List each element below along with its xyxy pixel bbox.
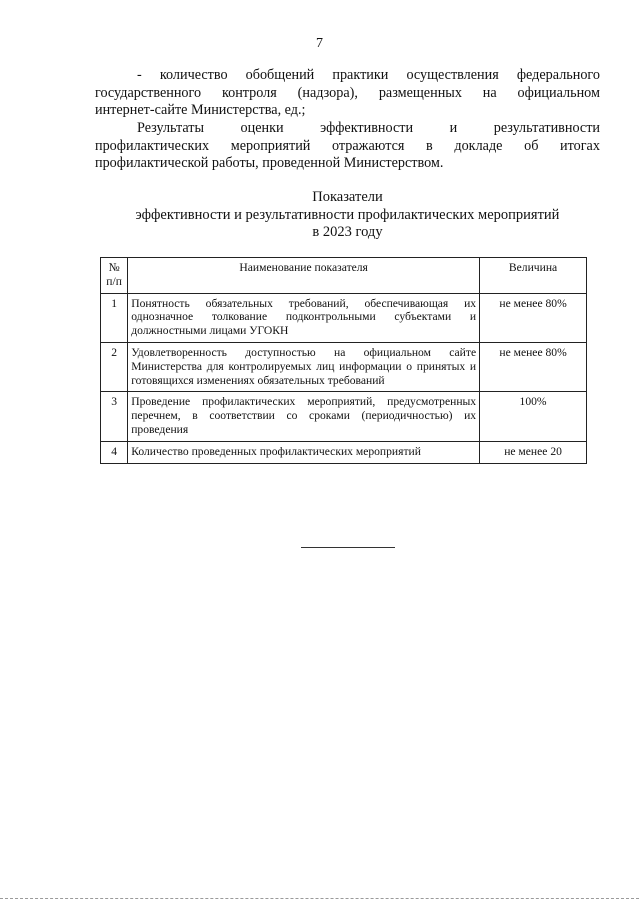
paragraph-line bbox=[95, 120, 600, 138]
word: результативности bbox=[493, 120, 600, 136]
word: и bbox=[449, 120, 458, 136]
word: количество bbox=[159, 67, 228, 83]
word: государственного bbox=[95, 84, 202, 101]
word: (надзора), bbox=[297, 84, 358, 101]
word: оценки bbox=[240, 120, 284, 136]
word: эффективности bbox=[320, 120, 414, 136]
word: в bbox=[426, 137, 433, 154]
section-heading bbox=[95, 189, 600, 242]
row-number: 3 bbox=[101, 392, 128, 441]
header-indicator-name: Наименование показателя bbox=[128, 258, 480, 294]
word: контроля bbox=[221, 84, 277, 101]
paragraph-results bbox=[95, 120, 600, 173]
indicators-table bbox=[100, 257, 587, 464]
indicator-name: Удовлетворенность доступностью на официальном сайте Министерства для контролируемых лиц информации о принятых и готовящихся изменениях обязательных требований bbox=[128, 342, 480, 391]
word: - bbox=[137, 67, 142, 83]
heading-line-1: Показатели bbox=[312, 189, 383, 205]
word: размещенных bbox=[378, 84, 462, 101]
word: официальном bbox=[517, 84, 600, 101]
paragraph-line: профилактической работы, проведенной Министерством. bbox=[95, 155, 444, 171]
header-value: Величина bbox=[480, 258, 587, 294]
paragraph-line bbox=[95, 67, 600, 85]
indicator-name: Понятность обязательных требований, обеспечивающая их однозначное толкование подконтрольными субъектами и должностными лицами УГОКН bbox=[128, 293, 480, 342]
indicator-name: Количество проведенных профилактических мероприятий bbox=[128, 441, 480, 463]
word: профилактических bbox=[95, 137, 210, 154]
scan-edge-line bbox=[0, 898, 639, 899]
page-number: 7 bbox=[316, 36, 323, 51]
word: докладе bbox=[454, 137, 503, 154]
table-header-row bbox=[101, 258, 587, 294]
indicator-name: Проведение профилактических мероприятий, предусмотренных перечнем, в соответствии со сроками (периодичностью) их проведения bbox=[128, 392, 480, 441]
heading-line-3: в 2023 году bbox=[312, 224, 383, 240]
word: итогах bbox=[560, 137, 600, 154]
table-row bbox=[101, 441, 587, 463]
heading-line-2: эффективности и результативности профилактических мероприятий bbox=[135, 206, 560, 223]
word: мероприятий bbox=[230, 137, 311, 154]
table-row bbox=[101, 392, 587, 441]
word: практики bbox=[332, 67, 389, 83]
paragraph-line bbox=[95, 138, 600, 156]
indicator-value: не менее 20 bbox=[480, 441, 587, 463]
table-row bbox=[101, 342, 587, 391]
word: об bbox=[524, 137, 539, 154]
word: отражаются bbox=[332, 137, 405, 154]
indicator-value: не менее 80% bbox=[480, 342, 587, 391]
row-number: 4 bbox=[101, 441, 128, 463]
indicator-value: не менее 80% bbox=[480, 293, 587, 342]
table-row bbox=[101, 293, 587, 342]
word: на bbox=[482, 84, 497, 101]
word: обобщений bbox=[245, 67, 315, 83]
row-number: 2 bbox=[101, 342, 128, 391]
word: Результаты bbox=[137, 120, 204, 136]
word: федерального bbox=[516, 67, 600, 83]
word: осуществления bbox=[406, 67, 499, 83]
row-number: 1 bbox=[101, 293, 128, 342]
indicator-value: 100% bbox=[480, 392, 587, 441]
header-number: № п/п bbox=[101, 258, 128, 294]
paragraph-line: интернет-сайте Министерства, ед.; bbox=[95, 102, 306, 118]
end-separator-line bbox=[301, 547, 395, 548]
paragraph-line bbox=[95, 85, 600, 103]
paragraph-publications bbox=[95, 67, 600, 120]
